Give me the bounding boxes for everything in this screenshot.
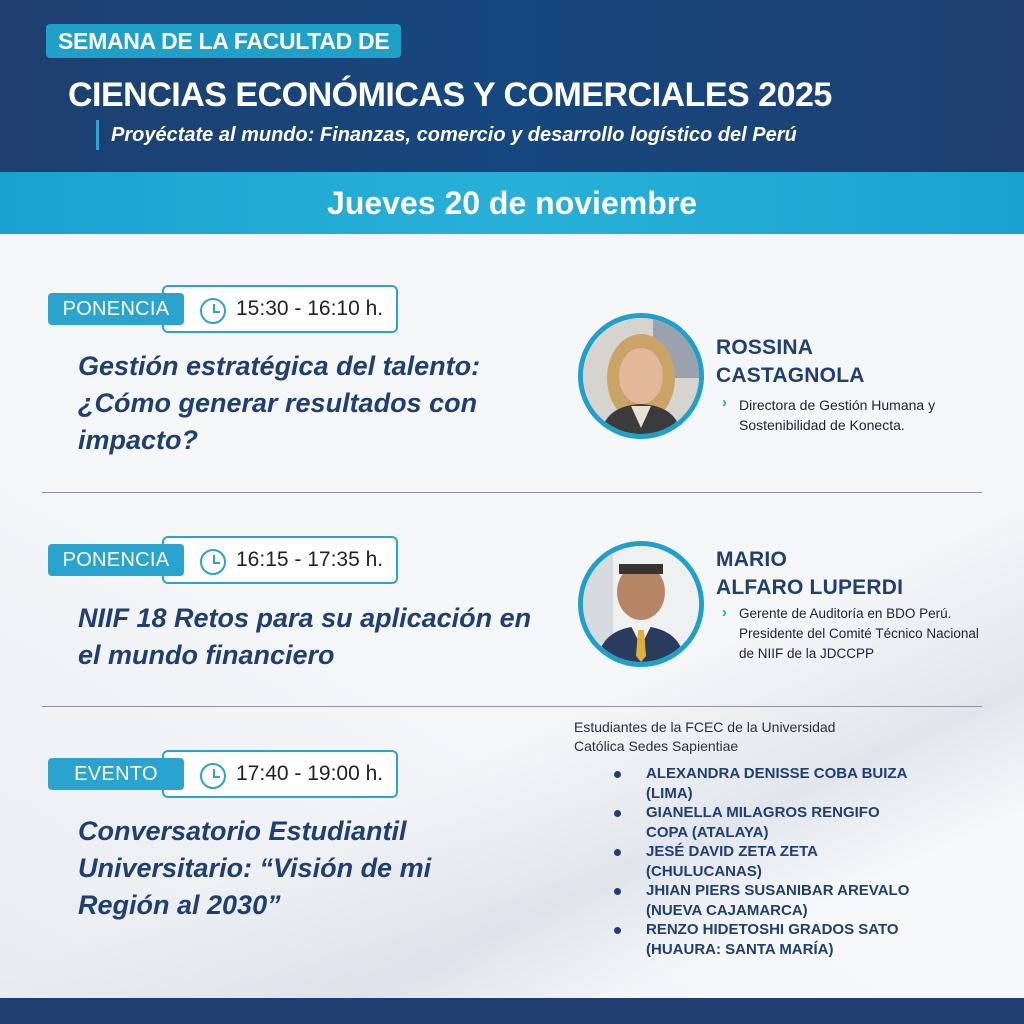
session-time-1: 15:30 - 16:10 h. xyxy=(236,297,384,320)
clock-icon xyxy=(200,549,226,575)
session-type-badge-2: PONENCIA xyxy=(48,544,184,576)
speaker-name-line1-1: ROSSINA xyxy=(716,336,814,359)
time-box-2 xyxy=(162,536,398,584)
student-item: JHIAN PIERS SUSANIBAR AREVALO (NUEVA CAJAMARCA) xyxy=(612,881,912,920)
header-banner xyxy=(0,0,1024,172)
session-time-2: 16:15 - 17:35 h. xyxy=(236,548,384,571)
speaker-role-2: Gerente de Auditoría en BDO Perú. Presidente del Comité Técnico Nacional de NIIF de la JDCCPP xyxy=(739,606,979,661)
subtitle: Proyéctate al mundo: Finanzas, comercio y desarrollo logístico del Perú xyxy=(96,120,797,150)
divider xyxy=(42,706,982,707)
pre-title: SEMANA DE LA FACULTAD DE xyxy=(46,24,401,58)
talk-title-1: Gestión estratégica del talento: ¿Cómo generar resultados con impacto? xyxy=(78,351,481,455)
session-type-badge-1: PONENCIA xyxy=(48,293,184,325)
speaker-name-line2-1: CASTAGNOLA xyxy=(716,364,865,387)
time-box-1 xyxy=(162,285,398,333)
main-title: CIENCIAS ECONÓMICAS Y COMERCIALES 2025 xyxy=(68,76,832,114)
session-time-3: 17:40 - 19:00 h. xyxy=(236,762,384,785)
footer-bar xyxy=(0,998,1024,1024)
clock-icon xyxy=(200,298,226,324)
student-item: JESÉ DAVID ZETA ZETA (CHULUCANAS) xyxy=(612,842,912,881)
clock-icon xyxy=(200,763,226,789)
speaker-name-line1-2: MARIO xyxy=(716,548,787,571)
chevron-right-icon: › xyxy=(722,604,727,621)
students-list xyxy=(612,764,912,959)
divider xyxy=(42,492,982,493)
talk-title-2: NIIF 18 Retos para su aplicación en el mundo financiero xyxy=(78,603,532,670)
speaker-photo-2 xyxy=(578,541,704,667)
student-item: ALEXANDRA DENISSE COBA BUIZA (LIMA) xyxy=(612,764,912,803)
speaker-photo-1 xyxy=(578,313,704,439)
time-box-3 xyxy=(162,750,398,798)
student-item: GIANELLA MILAGROS RENGIFO COPA (ATALAYA) xyxy=(612,803,912,842)
talk-title-3: Conversatorio Estudiantil Universitario: “Visión de mi Región al 2030” xyxy=(78,816,432,920)
date-bar xyxy=(0,172,1024,234)
speaker-name-line2-2: ALFARO LUPERDI xyxy=(716,576,904,599)
session-type-badge-3: EVENTO xyxy=(48,758,184,790)
student-item: RENZO HIDETOSHI GRADOS SATO (HUAURA: SANTA MARÍA) xyxy=(612,920,912,959)
students-intro: Estudiantes de la FCEC de la Universidad Católica Sedes Sapientiae xyxy=(574,719,836,754)
speaker-role-1: Directora de Gestión Humana y Sostenibilidad de Konecta. xyxy=(739,397,936,433)
chevron-right-icon: › xyxy=(722,394,727,411)
event-date: Jueves 20 de noviembre xyxy=(327,185,697,221)
